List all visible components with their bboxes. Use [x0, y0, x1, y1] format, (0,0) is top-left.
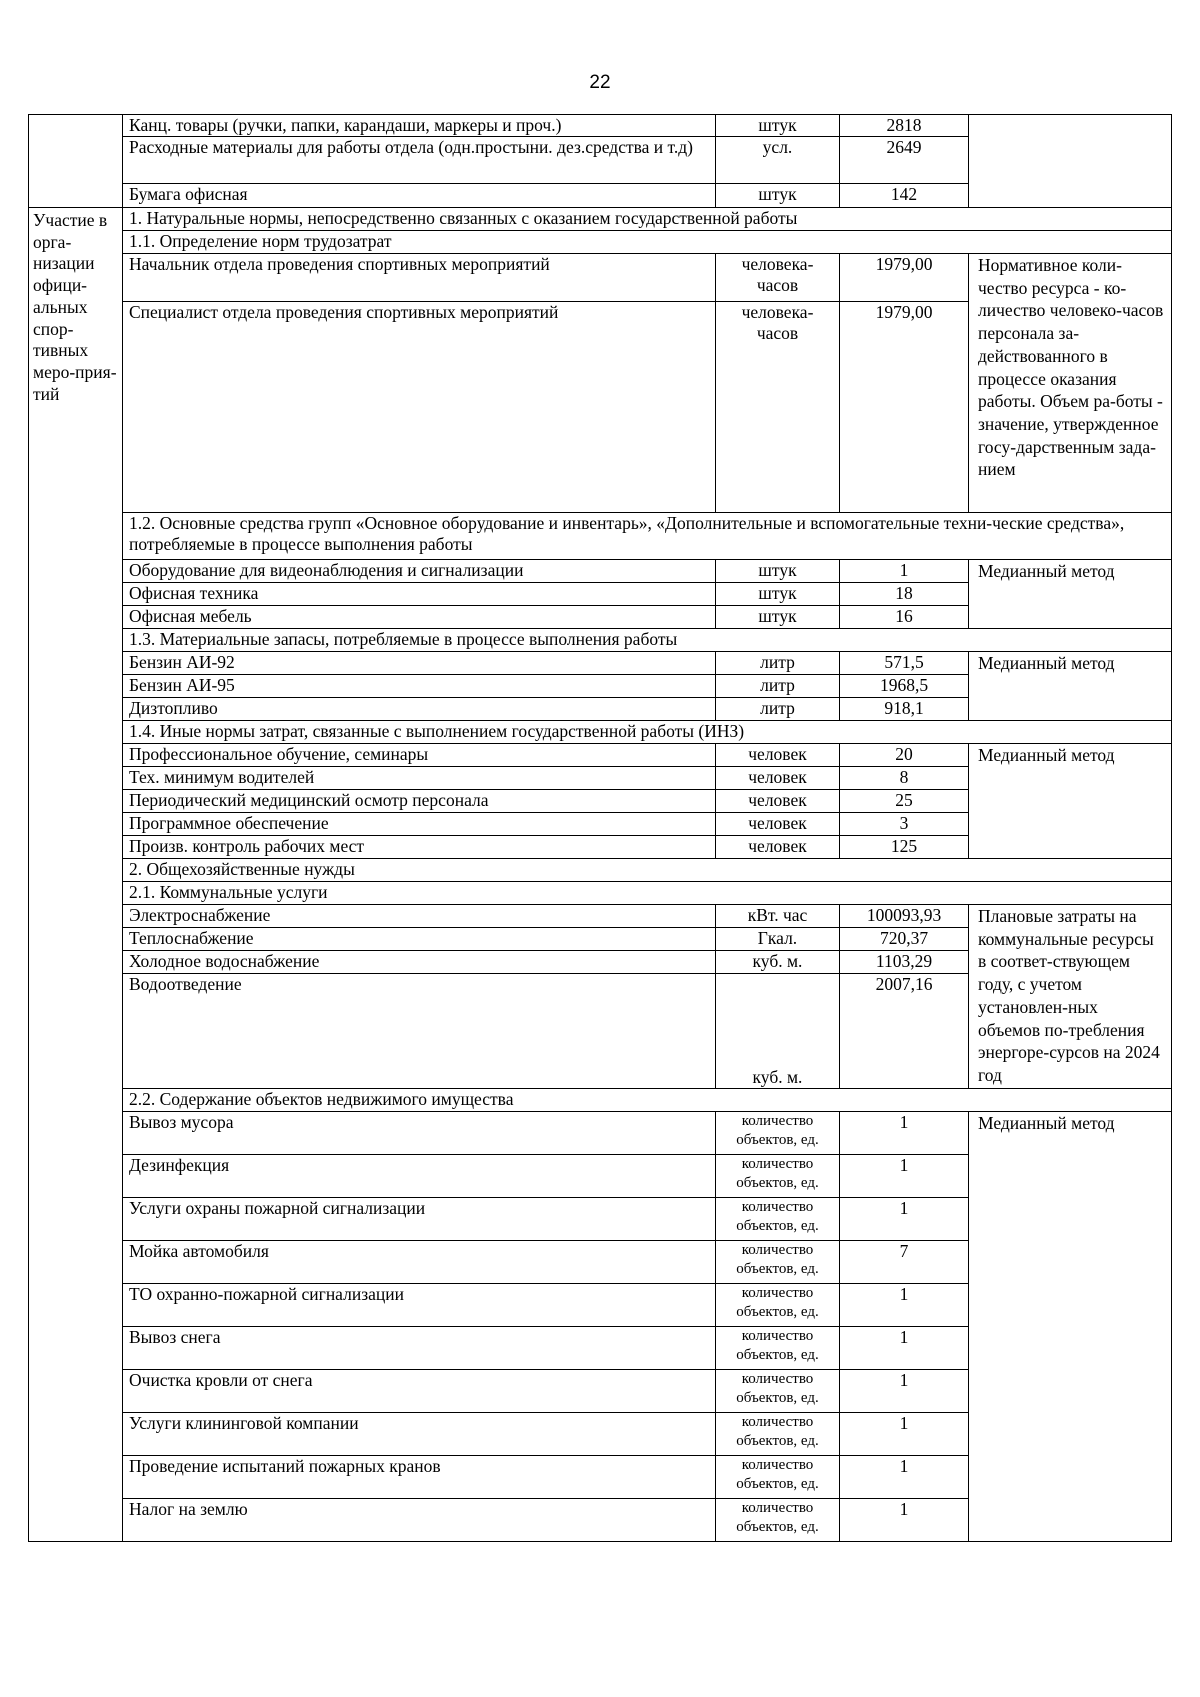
item-name: Профессиональное обучение, семинары: [123, 744, 716, 767]
item-unit: количество объектов, ед.: [716, 1370, 840, 1413]
item-unit: человек: [716, 813, 840, 836]
item-value: 571,5: [840, 652, 969, 675]
item-name: Очистка кровли от снега: [123, 1370, 716, 1413]
item-value: 1979,00: [840, 302, 969, 513]
item-name: Специалист отдела проведения спортивных мероприятий: [123, 302, 716, 513]
item-value: 1: [840, 1327, 969, 1370]
item-name: Электроснабжение: [123, 905, 716, 928]
item-value: 2649: [840, 137, 969, 184]
item-unit: человека-часов: [716, 302, 840, 513]
item-name: Бензин АИ-92: [123, 652, 716, 675]
item-unit: количество объектов, ед.: [716, 1198, 840, 1241]
item-unit: штук: [716, 184, 840, 208]
section-row: [29, 859, 1172, 882]
item-value: 8: [840, 767, 969, 790]
section-row: [29, 1089, 1172, 1112]
item-name: Канц. товары (ручки, папки, карандаши, маркеры и проч.): [123, 115, 716, 137]
item-unit: количество объектов, ед.: [716, 1112, 840, 1155]
item-unit: литр: [716, 652, 840, 675]
item-unit: литр: [716, 698, 840, 721]
item-unit: количество объектов, ед.: [716, 1456, 840, 1499]
item-name: Налог на землю: [123, 1499, 716, 1542]
item-name: Тех. минимум водителей: [123, 767, 716, 790]
item-unit: количество объектов, ед.: [716, 1241, 840, 1284]
item-name: Периодический медицинский осмотр персонала: [123, 790, 716, 813]
method-note: Медианный метод: [969, 1112, 1172, 1542]
item-unit: кВт. час: [716, 905, 840, 928]
item-unit: человек: [716, 836, 840, 859]
item-value: 1: [840, 560, 969, 583]
item-name: Вывоз мусора: [123, 1112, 716, 1155]
section-heading: 1.4. Иные нормы затрат, связанные с выполнением государственной работы (ИНЗ): [123, 721, 1172, 744]
item-unit: куб. м.: [716, 974, 840, 1089]
item-unit: количество объектов, ед.: [716, 1327, 840, 1370]
section-row: [29, 882, 1172, 905]
item-value: 1: [840, 1198, 969, 1241]
table-row: [29, 905, 1172, 928]
item-unit: усл.: [716, 137, 840, 184]
item-name: Расходные материалы для работы отдела (одн.простыни. дез.средства и т.д): [123, 137, 716, 184]
item-name: Начальник отдела проведения спортивных мероприятий: [123, 254, 716, 302]
item-value: 1: [840, 1499, 969, 1542]
section-heading: 2. Общехозяйственные нужды: [123, 859, 1172, 882]
item-value: 1: [840, 1370, 969, 1413]
item-value: 7: [840, 1241, 969, 1284]
table-row: [29, 1112, 1172, 1155]
item-name: Услуги охраны пожарной сигнализации: [123, 1198, 716, 1241]
section-heading: 2.1. Коммунальные услуги: [123, 882, 1172, 905]
method-note: Плановые затраты на коммунальные ресурсы в соответ-ствующем году, с учетом установлен-ных объемов по-требления энергоре-сурсов на 2024 год: [969, 905, 1172, 1089]
item-name: Услуги клининговой компании: [123, 1413, 716, 1456]
item-value: 1979,00: [840, 254, 969, 302]
item-name: Бензин АИ-95: [123, 675, 716, 698]
item-unit: штук: [716, 115, 840, 137]
item-name: Мойка автомобиля: [123, 1241, 716, 1284]
item-value: 18: [840, 583, 969, 606]
item-name: Дизтопливо: [123, 698, 716, 721]
item-unit: человек: [716, 767, 840, 790]
item-name: Холодное водоснабжение: [123, 951, 716, 974]
section-row: [29, 231, 1172, 254]
item-unit: количество объектов, ед.: [716, 1413, 840, 1456]
section-heading: 1.2. Основные средства групп «Основное оборудование и инвентарь», «Дополнительные и вспомогательные техни-ческие средства», потребляемые в процессе выполнения работы: [123, 513, 1172, 560]
item-unit: штук: [716, 606, 840, 629]
table-row: [29, 115, 1172, 137]
section-heading: 1.3. Материальные запасы, потребляемые в процессе выполнения работы: [123, 629, 1172, 652]
method-note: Нормативное коли-чество ресурса - ко-личество человеко-часов персонала за-действованного в процессе оказания работы. Объем ра-боты - значение, утвержденное госу-дарственным зада-нием: [969, 254, 1172, 513]
item-value: 1: [840, 1284, 969, 1327]
item-unit: куб. м.: [716, 951, 840, 974]
item-unit: Гкал.: [716, 928, 840, 951]
item-value: 16: [840, 606, 969, 629]
section-heading: 2.2. Содержание объектов недвижимого имущества: [123, 1089, 1172, 1112]
section-heading: 1. Натуральные нормы, непосредственно связанных с оказанием государственной работы: [123, 208, 1172, 231]
item-name: Бумага офисная: [123, 184, 716, 208]
section-row: [29, 721, 1172, 744]
item-name: Оборудование для видеонаблюдения и сигнализации: [123, 560, 716, 583]
item-unit: литр: [716, 675, 840, 698]
table-row: [29, 652, 1172, 675]
table-row: [29, 744, 1172, 767]
item-name: Теплоснабжение: [123, 928, 716, 951]
item-name: Дезинфекция: [123, 1155, 716, 1198]
method-note: Медианный метод: [969, 560, 1172, 629]
item-value: 25: [840, 790, 969, 813]
item-unit: человек: [716, 744, 840, 767]
item-value: 918,1: [840, 698, 969, 721]
item-value: 1103,29: [840, 951, 969, 974]
item-value: 1: [840, 1112, 969, 1155]
item-unit: количество объектов, ед.: [716, 1155, 840, 1198]
item-unit: количество объектов, ед.: [716, 1284, 840, 1327]
item-value: 1968,5: [840, 675, 969, 698]
item-value: 3: [840, 813, 969, 836]
method-note: Медианный метод: [969, 744, 1172, 859]
item-value: 2818: [840, 115, 969, 137]
table-row: [29, 254, 1172, 302]
activity-name: Участие в орга-низации офици-альных спор-тивных меро-прия-тий: [29, 208, 123, 1542]
item-unit: количество объектов, ед.: [716, 1499, 840, 1542]
item-value: 142: [840, 184, 969, 208]
item-value: 1: [840, 1413, 969, 1456]
item-name: ТО охранно-пожарной сигнализации: [123, 1284, 716, 1327]
item-name: Произв. контроль рабочих мест: [123, 836, 716, 859]
item-value: 1: [840, 1155, 969, 1198]
item-name: Офисная мебель: [123, 606, 716, 629]
section-row: [29, 513, 1172, 560]
item-value: 100093,93: [840, 905, 969, 928]
item-unit: человека-часов: [716, 254, 840, 302]
section-row: [29, 208, 1172, 231]
page-number: 22: [589, 72, 611, 93]
method-note: Медианный метод: [969, 652, 1172, 721]
item-unit: штук: [716, 583, 840, 606]
item-name: Вывоз снега: [123, 1327, 716, 1370]
item-value: 20: [840, 744, 969, 767]
item-unit: штук: [716, 560, 840, 583]
item-name: Проведение испытаний пожарных кранов: [123, 1456, 716, 1499]
section-row: [29, 629, 1172, 652]
item-unit: человек: [716, 790, 840, 813]
item-name: Водоотведение: [123, 974, 716, 1089]
table-row: [29, 560, 1172, 583]
item-name: Программное обеспечение: [123, 813, 716, 836]
item-value: 1: [840, 1456, 969, 1499]
item-value: 125: [840, 836, 969, 859]
item-value: 2007,16: [840, 974, 969, 1089]
section-heading: 1.1. Определение норм трудозатрат: [123, 231, 1172, 254]
item-name: Офисная техника: [123, 583, 716, 606]
norms-table: [28, 114, 1172, 1542]
item-value: 720,37: [840, 928, 969, 951]
